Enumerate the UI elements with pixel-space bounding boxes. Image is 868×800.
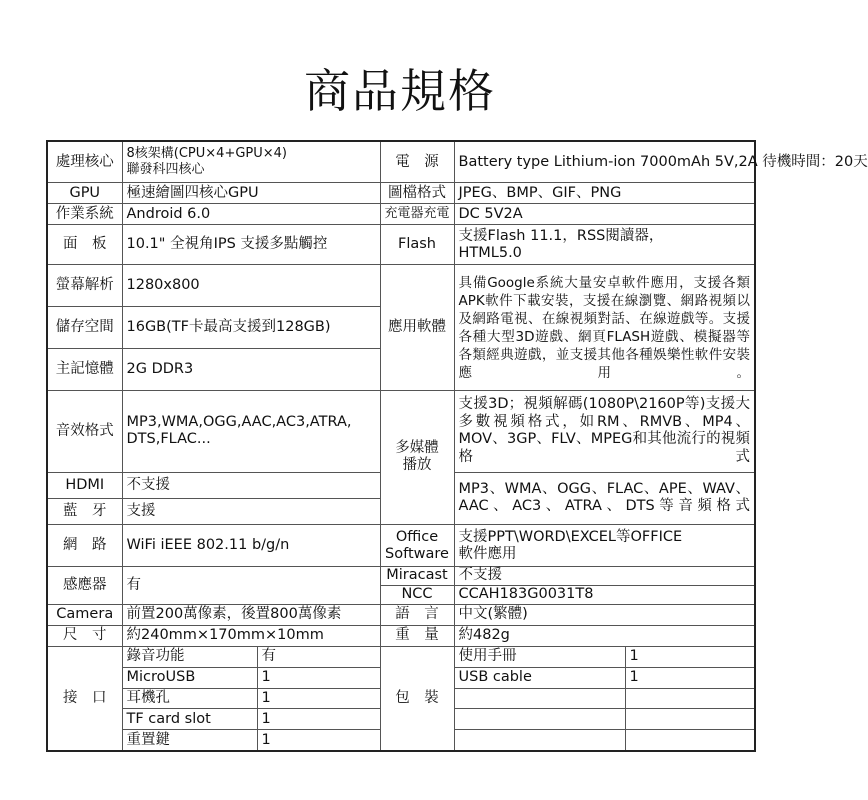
hdmi-label: HDMI xyxy=(47,472,122,498)
storage-value: 16GB(TF卡最高支援到128GB) xyxy=(122,307,380,349)
page-title: 商品規格 xyxy=(304,64,496,118)
gpu-value: 極速繪圖四核心GPU xyxy=(122,183,380,204)
flash-value: 支援Flash 11.1，RSS閱讀器， HTML5.0 xyxy=(454,225,755,265)
weight-label: 重 量 xyxy=(380,625,454,646)
size-value: 約240mm×170mm×10mm xyxy=(122,625,380,646)
camera-value: 前置200萬像素，後置800萬像素 xyxy=(122,604,380,625)
weight-value: 約482g xyxy=(454,625,755,646)
image-format-label: 圖檔格式 xyxy=(380,183,454,204)
package-item-name xyxy=(454,709,625,730)
apps-value: 具備Google系統大量安卓軟件應用，支援各類APK軟件下載安裝，支援在線瀏覽、網路視頻以及網路電視、在線視頻對話、在線遊戲等。支援各種大型3D遊戲、網頁FLASH遊戲、模擬器等各類經典遊戲，並支援其他各種娛樂性軟件安裝應用。 xyxy=(454,265,755,391)
package-item-name: 使用手冊 xyxy=(454,646,625,667)
port-name: 重置鍵 xyxy=(122,730,257,751)
network-label: 網 路 xyxy=(47,525,122,567)
audio-format-label: 音效格式 xyxy=(47,390,122,472)
package-item-name: USB cable xyxy=(454,667,625,688)
os-label: 作業系統 xyxy=(47,204,122,225)
port-name: 耳機孔 xyxy=(122,688,257,709)
port-value: 1 xyxy=(257,730,380,751)
office-value: 支援PPT\WORD\EXCEL等OFFICE 軟件應用 xyxy=(454,525,755,567)
ncc-value: CCAH183G0031T8 xyxy=(454,585,755,604)
package-item-value xyxy=(625,709,755,730)
port-value: 1 xyxy=(257,667,380,688)
image-format-value: JPEG、BMP、GIF、PNG xyxy=(454,183,755,204)
camera-label: Camera xyxy=(47,604,122,625)
memory-value: 2G DDR3 xyxy=(122,349,380,391)
cpu-value: 8核架構(CPU×4+GPU×4) 聯發科四核心 xyxy=(122,141,380,183)
package-label: 包 裝 xyxy=(380,646,454,751)
miracast-value: 不支援 xyxy=(454,566,755,585)
power-label: 電 源 xyxy=(380,141,454,183)
multimedia-audio-value: MP3、WMA、OGG、FLAC、APE、WAV、AAC、AC3、ATRA、DTS等音頻格式 xyxy=(454,472,755,524)
miracast-label: Miracast xyxy=(380,566,454,585)
package-item-name xyxy=(454,688,625,709)
sensor-label: 感應器 xyxy=(47,566,122,604)
audio-format-value: MP3,WMA,OGG,AAC,AC3,ATRA, DTS,FLAC... xyxy=(122,390,380,472)
resolution-label: 螢幕解析 xyxy=(47,265,122,307)
memory-label: 主記憶體 xyxy=(47,349,122,391)
cpu-label: 處理核心 xyxy=(47,141,122,183)
charger-label: 充電器充電 xyxy=(380,204,454,225)
port-name: TF card slot xyxy=(122,709,257,730)
size-label: 尺 寸 xyxy=(47,625,122,646)
package-item-value: 1 xyxy=(625,646,755,667)
spec-table xyxy=(46,140,868,752)
sensor-value: 有 xyxy=(122,566,380,604)
port-name: MicroUSB xyxy=(122,667,257,688)
bluetooth-value: 支援 xyxy=(122,498,380,524)
flash-label: Flash xyxy=(380,225,454,265)
panel-label: 面 板 xyxy=(47,225,122,265)
multimedia-video-value: 支援3D；視頻解碼(1080P\2160P等)支援大多數視頻格式，如RM、RMVB、MP4、MOV、3GP、FLV、MPEG和其他流行的視頻格式 xyxy=(454,390,755,472)
language-label: 語 言 xyxy=(380,604,454,625)
storage-label: 儲存空間 xyxy=(47,307,122,349)
multimedia-label: 多媒體 播放 xyxy=(380,390,454,524)
charger-value: DC 5V2A xyxy=(454,204,755,225)
ncc-label: NCC xyxy=(380,585,454,604)
port-value: 有 xyxy=(257,646,380,667)
resolution-value: 1280x800 xyxy=(122,265,380,307)
port-value: 1 xyxy=(257,709,380,730)
panel-value: 10.1" 全視角IPS 支援多點觸控 xyxy=(122,225,380,265)
apps-label: 應用軟體 xyxy=(380,265,454,391)
package-item-name xyxy=(454,730,625,751)
language-value: 中文(繁體) xyxy=(454,604,755,625)
os-value: Android 6.0 xyxy=(122,204,380,225)
gpu-label: GPU xyxy=(47,183,122,204)
hdmi-value: 不支援 xyxy=(122,472,380,498)
port-name: 錄音功能 xyxy=(122,646,257,667)
bluetooth-label: 藍 牙 xyxy=(47,498,122,524)
package-item-value: 1 xyxy=(625,667,755,688)
port-value: 1 xyxy=(257,688,380,709)
package-item-value xyxy=(625,730,755,751)
ports-label: 接 口 xyxy=(47,646,122,751)
package-item-value xyxy=(625,688,755,709)
power-value: Battery type Lithium-ion 7000mAh 5V,2A 待機時間：20天 xyxy=(454,141,755,183)
office-label: Office Software xyxy=(380,525,454,567)
network-value: WiFi iEEE 802.11 b/g/n xyxy=(122,525,380,567)
